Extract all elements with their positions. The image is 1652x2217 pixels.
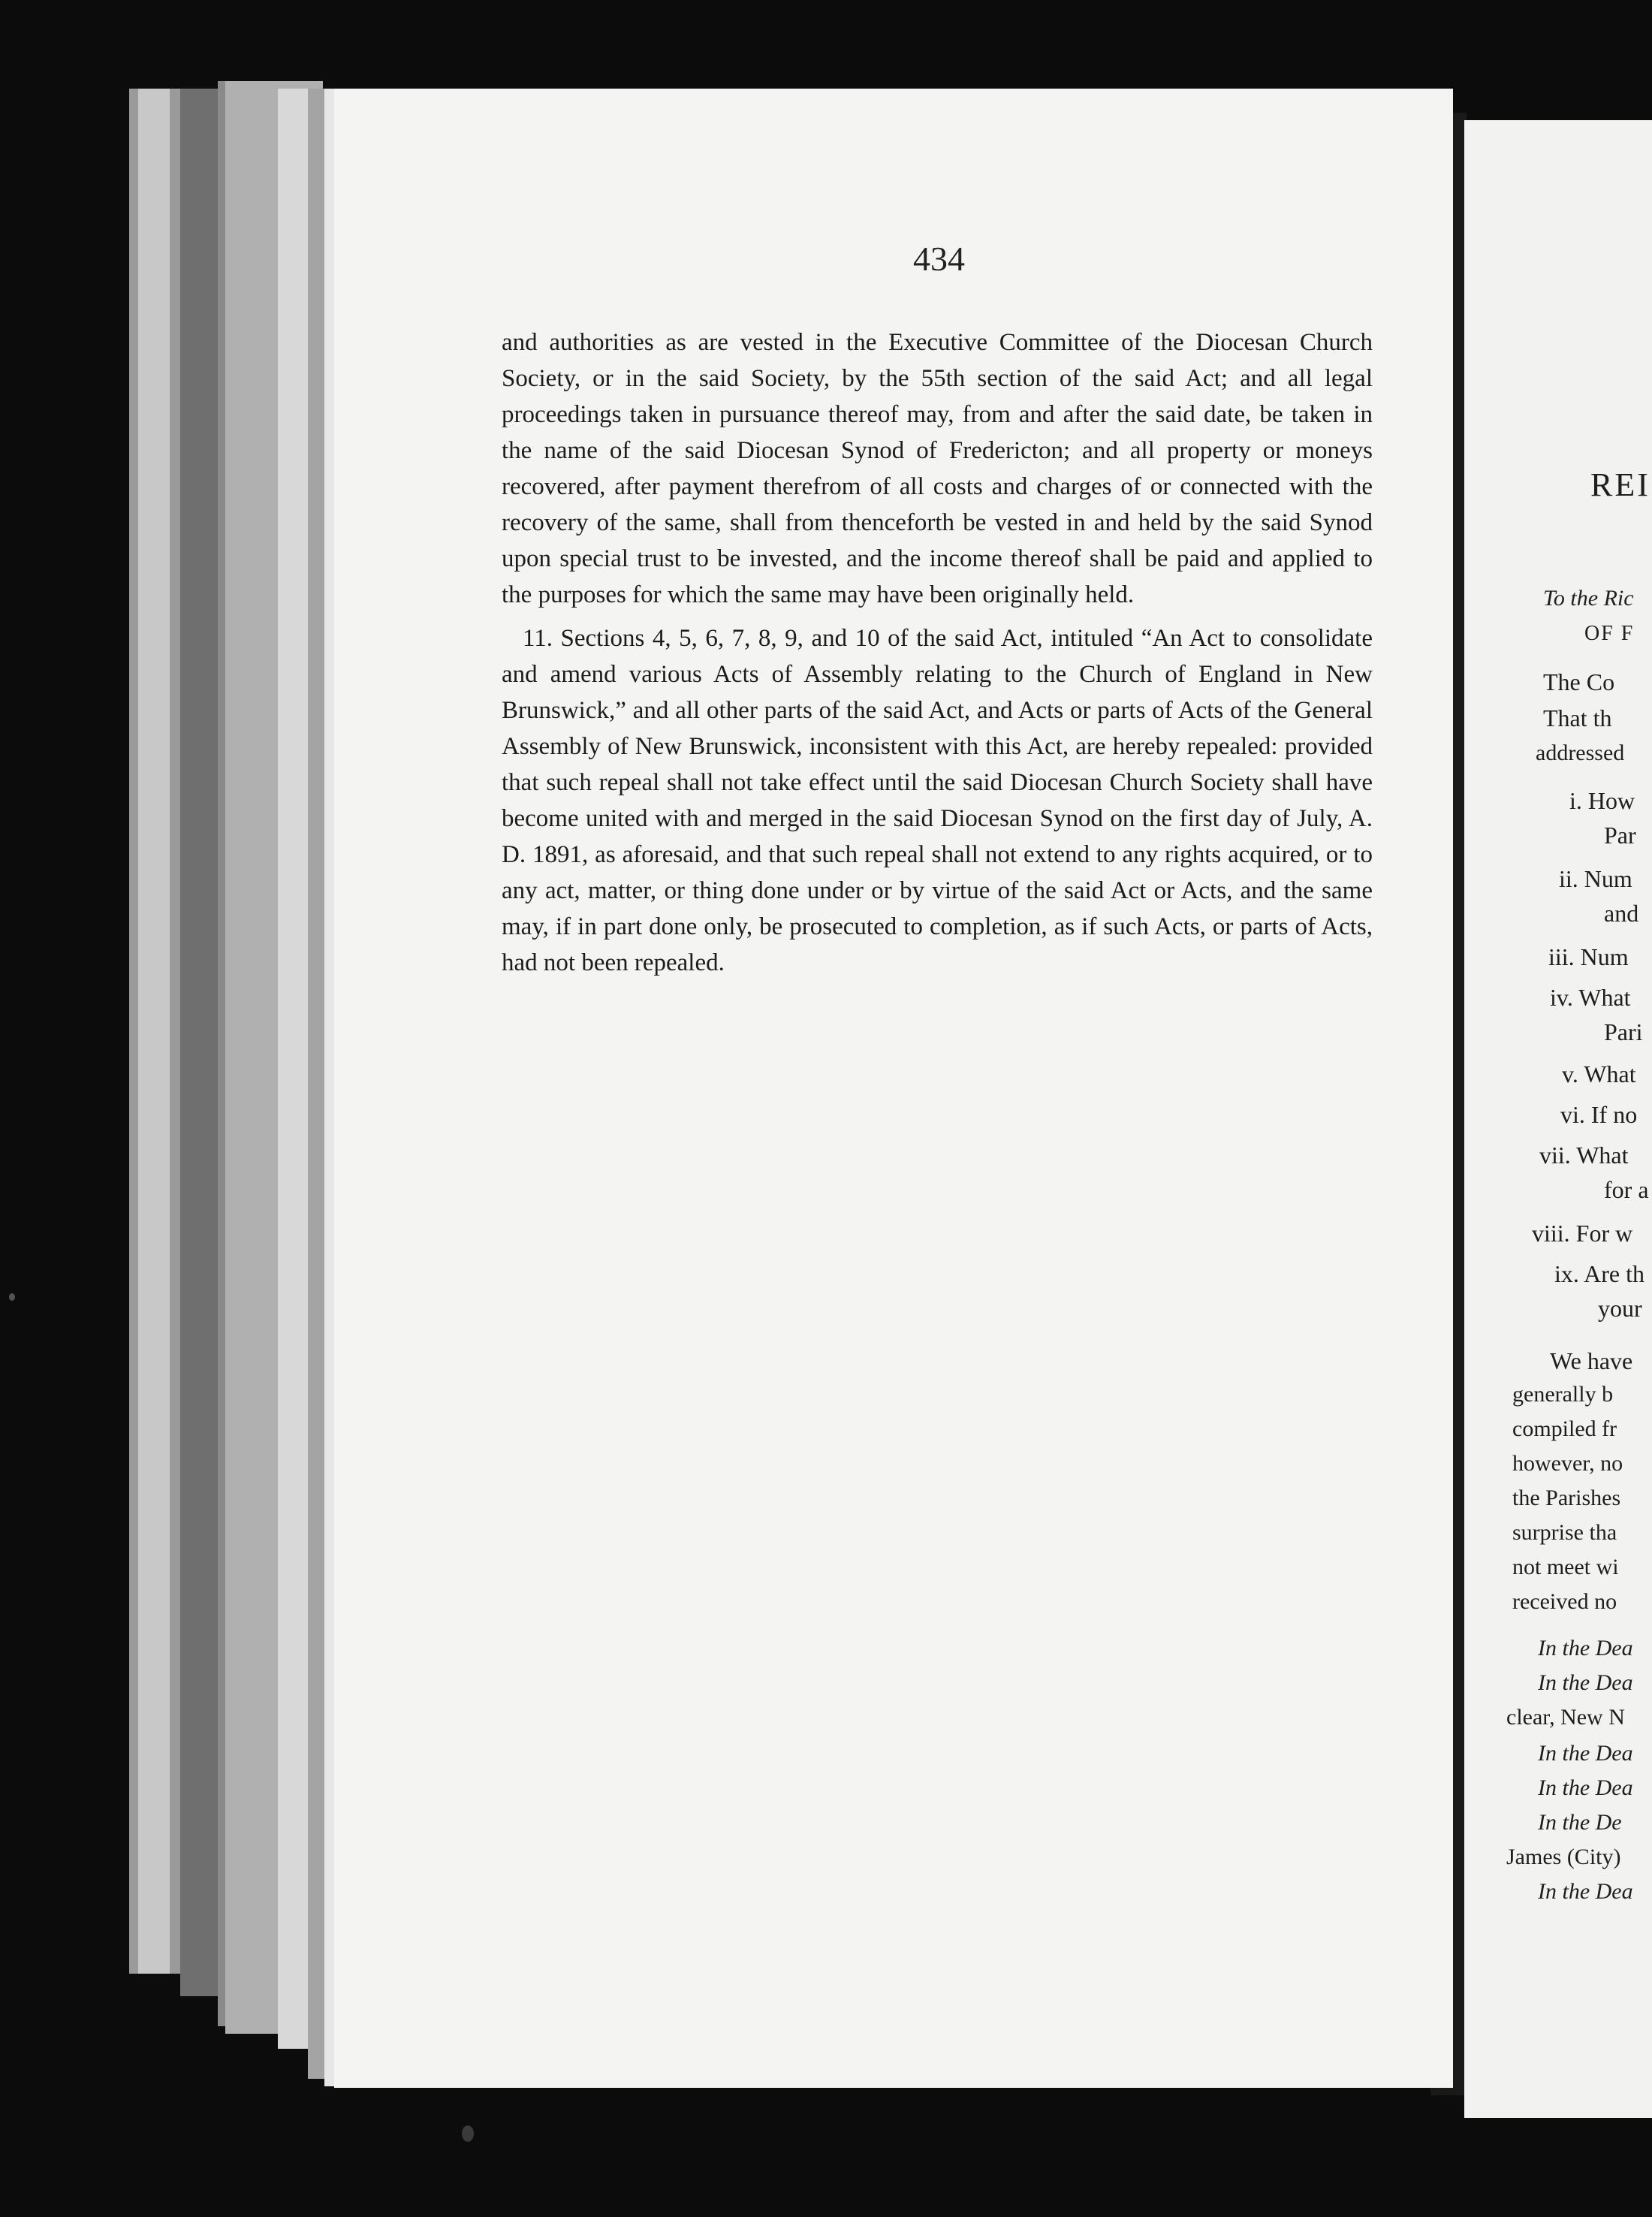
body-paragraph-2: 11. Sections 4, 5, 6, 7, 8, 9, and 10 of the said Act, intituled “An Act to consolidate and amend various Acts of Assembly relating to the Church of England in New Brunswick,” and all other parts of the said Act, and Acts or parts of Acts of the General Assembly of New Brunswick, inconsistent with this Act, are hereby repealed: provided that such repeal shall not take effect until the said Diocesan Church Society shall have become united with and merged in the said Diocesan Synod on the first day of July, A. D. 1891, as aforesaid, and that such repeal shall not extend to any rights acquired, or to any act, matter, or thing done under or by virtue of the said Act or Acts, and the same may, if in part done only, be prosecuted to completion, as if such Acts, or parts of Acts, had not been repealed. [502,625,1373,976]
right-page-address-line: To the Ric [1543,586,1634,611]
deanery-line: clear, New N [1506,1705,1625,1730]
right-page-address-line: OF F [1584,622,1635,645]
right-page-text-line: The Co [1543,668,1615,695]
right-page-text-line: addressed [1536,741,1625,765]
right-page-paragraph-line: received no [1512,1589,1617,1614]
question-item-cont: Par [1604,822,1636,849]
deanery-line: James (City) [1506,1844,1621,1869]
deanery-line: In the Dea [1538,1636,1633,1660]
scan-speck [9,1293,15,1301]
question-item: v. What [1562,1060,1636,1087]
question-item: ix. Are th [1554,1260,1644,1287]
question-item: vi. If no [1560,1101,1638,1128]
page-number: 434 [913,240,965,278]
question-item-cont: your [1598,1295,1642,1322]
right-page-title: REI [1590,466,1650,503]
right-page-paragraph-line: however, no [1512,1451,1623,1476]
right-page-text-line: That th [1543,704,1612,731]
question-item: vii. What [1539,1142,1629,1169]
right-page-paragraph-line: generally b [1512,1382,1614,1407]
scan-speck [462,2125,474,2142]
deanery-line: In the Dea [1538,1879,1633,1904]
body-paragraph-1: and authorities as are vested in the Executive Committee of the Diocesan Church Society, or in the said Society, by the 55th section of the said Act; and all legal proceedings taken in pursuance thereof may, from and after the said date, be taken in the name of the said Diocesan Synod of Fredericton; and all property or moneys recovered, after payment therefrom of all costs and charges of or connected with the recovery of the same, shall from thenceforth be vested in and held by the said Synod upon special trust to be invested, and the income thereof shall be paid and applied to the purposes for which the same may have been originally held. [502,329,1373,608]
right-page-paragraph-line: not meet wi [1512,1555,1619,1579]
right-page-paragraph-line: compiled fr [1512,1416,1617,1441]
right-page [1464,120,1652,2118]
question-item: iii. Num [1548,943,1629,970]
question-item-cont: for a [1604,1176,1649,1203]
right-page-paragraph-line: We have [1550,1347,1633,1374]
deanery-line: In the Dea [1538,1775,1633,1800]
question-item: iv. What [1550,984,1631,1011]
right-page-paragraph-line: surprise tha [1512,1520,1617,1545]
question-item-cont: and [1604,900,1639,927]
question-item: i. How [1569,787,1635,814]
left-page-body [502,324,1373,981]
question-item-cont: Pari [1604,1018,1643,1045]
deanery-line: In the De [1538,1810,1622,1835]
question-item: ii. Num [1559,865,1632,892]
question-item: viii. For w [1532,1220,1633,1247]
right-page-paragraph-line: the Parishes [1512,1486,1621,1510]
deanery-line: In the Dea [1538,1741,1633,1766]
deanery-line: In the Dea [1538,1670,1633,1695]
